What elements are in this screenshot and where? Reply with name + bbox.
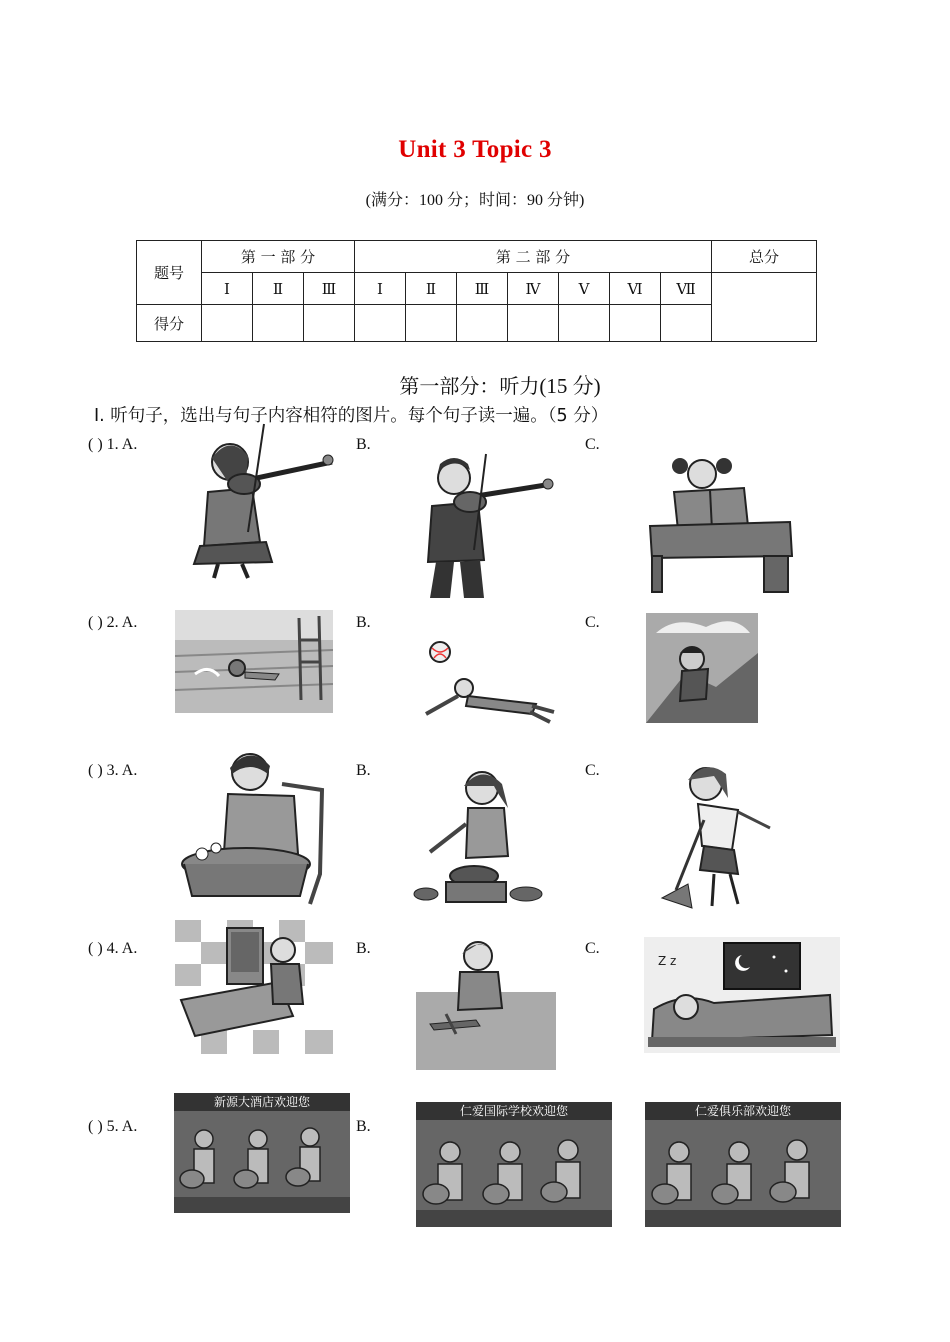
option-c-label: C.	[585, 762, 600, 779]
part1-col: Ⅲ	[304, 273, 355, 305]
score-table	[136, 240, 817, 342]
question-2-label: ( ) 2. A.	[88, 614, 138, 631]
girl-playing-violin-icon	[182, 422, 338, 580]
boy-playing-volleyball-icon	[416, 626, 568, 732]
girl-climbing-mountain-icon	[646, 613, 758, 723]
part2-col: Ⅶ	[661, 273, 712, 305]
boy-swimming-icon	[175, 610, 333, 713]
exam-info: (满分：100 分；时间：90 分钟)	[365, 192, 585, 209]
option-b-label: B.	[356, 1118, 371, 1135]
svg-text:仁爱国际学校欢迎您: 仁爱国际学校欢迎您	[459, 1104, 569, 1118]
score-cell[interactable]	[406, 305, 457, 342]
total-score-cell[interactable]	[712, 273, 817, 342]
score-cell[interactable]	[457, 305, 508, 342]
band-school-banner-icon	[416, 1102, 612, 1227]
option-c-label: C.	[585, 614, 600, 631]
score-cell[interactable]	[304, 305, 355, 342]
svg-text:Z z: Z z	[658, 954, 677, 968]
boy-sleeping-icon	[644, 937, 840, 1053]
question-number-label: 题号	[137, 241, 202, 305]
part2-col: Ⅳ	[508, 273, 559, 305]
part2-header: 第 二 部 分	[355, 241, 712, 273]
boy-using-computer-icon	[175, 920, 333, 1054]
score-cell[interactable]	[610, 305, 661, 342]
part2-col: Ⅲ	[457, 273, 508, 305]
part1-header: 第 一 部 分	[202, 241, 355, 273]
option-b-label: B.	[356, 762, 371, 779]
question-4-label: ( ) 4. A.	[88, 940, 138, 957]
section-heading: 第一部分：听力(15 分)	[399, 374, 601, 398]
score-cell[interactable]	[661, 305, 712, 342]
svg-text:仁爱俱乐部欢迎您: 仁爱俱乐部欢迎您	[694, 1104, 792, 1118]
page-title: Unit 3 Topic 3	[398, 136, 552, 163]
score-cell[interactable]	[355, 305, 406, 342]
girl-reading-book-icon	[644, 452, 794, 594]
girl-making-model-plane-icon	[416, 938, 556, 1070]
part2-col: Ⅴ	[559, 273, 610, 305]
girl-washing-clothes-icon	[172, 744, 330, 906]
option-c-label: C.	[585, 436, 600, 453]
section-instruction: Ⅰ. 听句子，选出与句子内容相符的图片。每个句子读一遍。（5 分）	[94, 406, 609, 426]
girl-sweeping-floor-icon	[658, 758, 774, 914]
part2-col: Ⅰ	[355, 273, 406, 305]
band-hotel-banner-icon	[174, 1093, 350, 1213]
option-b-label: B.	[356, 940, 371, 957]
boy-playing-violin-icon	[414, 450, 556, 600]
part2-col: Ⅱ	[406, 273, 457, 305]
part2-col: Ⅵ	[610, 273, 661, 305]
score-cell[interactable]	[202, 305, 253, 342]
option-b-label: B.	[356, 614, 371, 631]
total-header: 总分	[712, 241, 817, 273]
question-3-label: ( ) 3. A.	[88, 762, 138, 779]
score-label: 得分	[137, 305, 202, 342]
svg-text:新源大酒店欢迎您: 新源大酒店欢迎您	[213, 1095, 311, 1109]
score-cell[interactable]	[253, 305, 304, 342]
part1-col: Ⅱ	[253, 273, 304, 305]
option-c-label: C.	[585, 940, 600, 957]
option-b-label: B.	[356, 436, 371, 453]
score-cell[interactable]	[508, 305, 559, 342]
score-cell[interactable]	[559, 305, 610, 342]
woman-cooking-icon	[412, 764, 552, 912]
part1-col: Ⅰ	[202, 273, 253, 305]
band-club-banner-icon	[645, 1102, 841, 1227]
question-5-label: ( ) 5. A.	[88, 1118, 138, 1135]
question-1-label: ( ) 1. A.	[88, 436, 138, 453]
